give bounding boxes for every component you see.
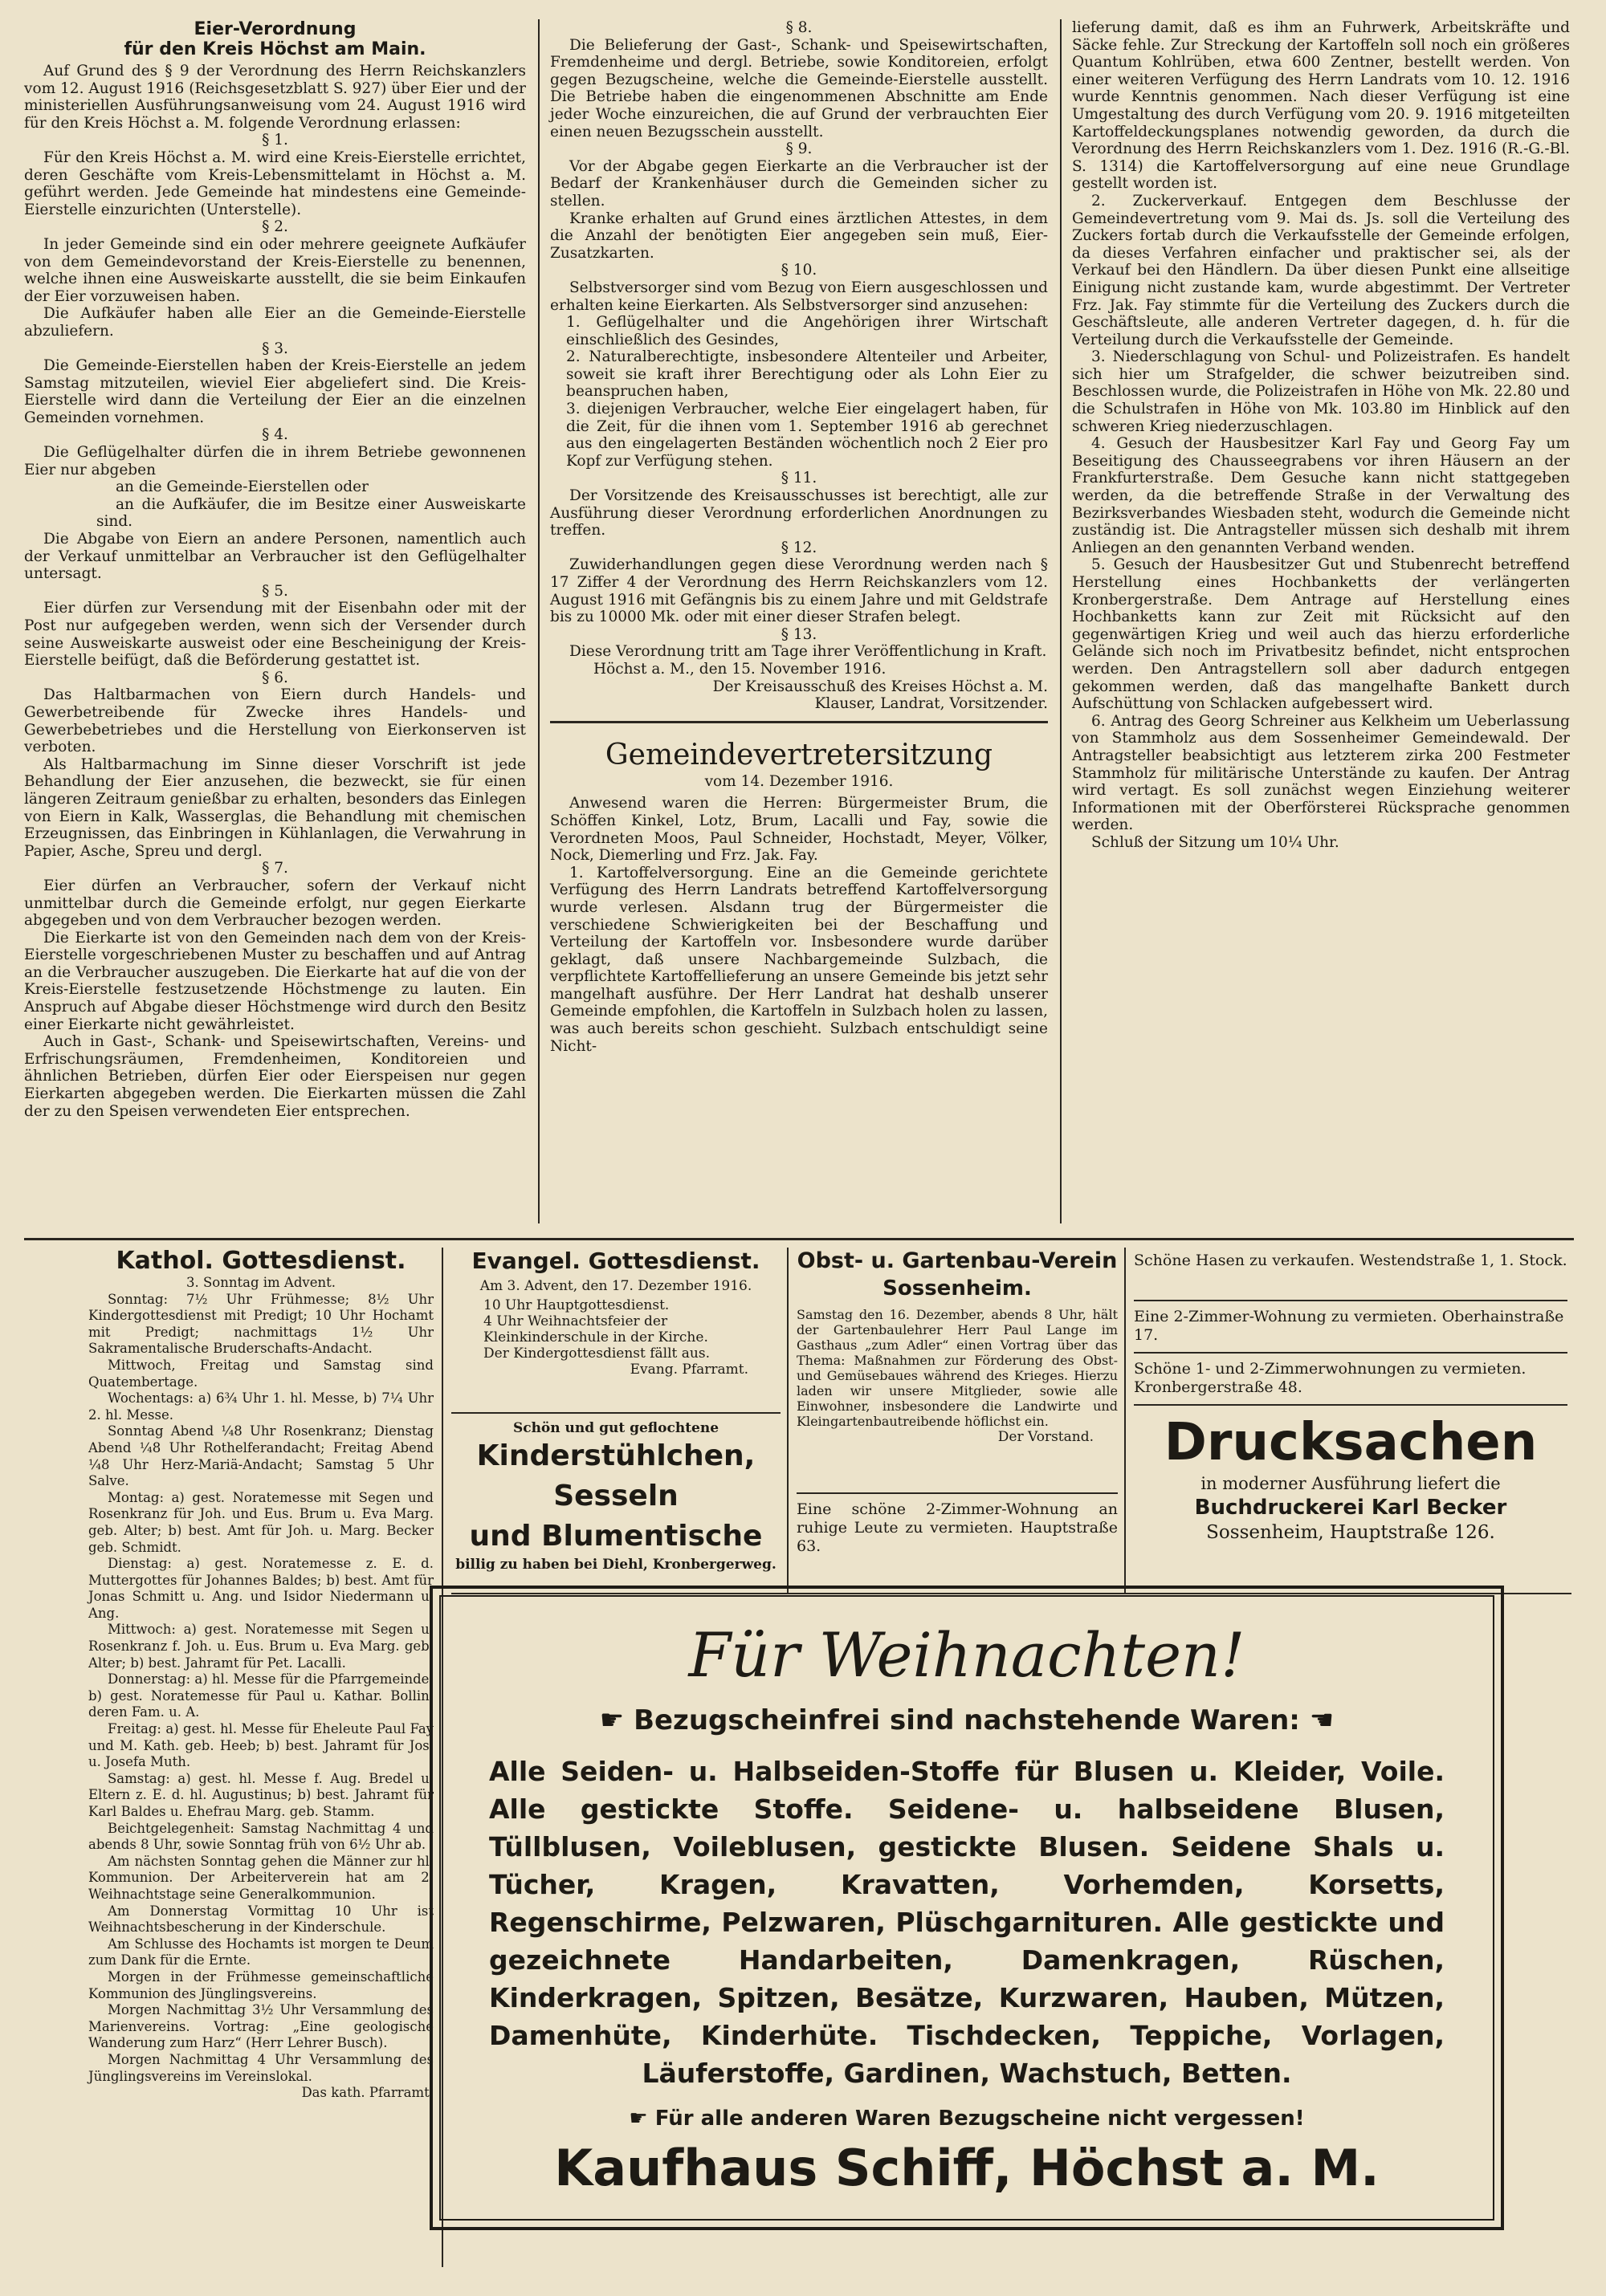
column-divider bbox=[787, 1248, 789, 1593]
paragraph: Selbstversorger sind vom Bezug von Eiern ausgeschlossen und erhalten keine Eierkarten. Als Selbstversorger sind anzusehen: bbox=[550, 279, 1048, 314]
wohnung-ad: Eine 2-Zimmer-Wohnung zu vermieten. Oberhainstraße 17. bbox=[1134, 1308, 1564, 1344]
paragraph: Eier dürfen zur Versendung mit der Eisenbahn oder mit der Post nur aufgegeben werden, wenn sich der Versender durch seine Ausweiskarte ausweist oder eine Bescheinigung der Kreis-Eierstelle beifügt, daß die Beförderung gestattet ist. bbox=[24, 600, 526, 670]
obst-sign: Der Vorstand. bbox=[997, 1429, 1094, 1445]
paragraph: Die Eierkarte ist von den Gemeinden nach dem von der Kreis-Eierstelle vorgeschriebenen Muster zu beschaffen und auf Antrag an die Verbraucher auszugeben. Die Eierkarte hat auf die von der Kreis-Eierstelle festzusetzende Höchstmenge zu lauten. Ein Anspruch auf Abgabe dieser Höchstmenge wird durch den Besitz einer Eierkarte nicht gewährleistet. bbox=[24, 929, 526, 1033]
kinder-line: Kinderstühlchen, Sesseln bbox=[476, 1439, 756, 1512]
signature: Klauser, Landrat, Vorsitzender. bbox=[814, 695, 1048, 713]
kathol-sub: 3. Sonntag im Advent. bbox=[186, 1275, 336, 1290]
pointing-hand-icon: ☛ bbox=[629, 2107, 655, 2131]
paragraph: 2. Zuckerverkauf. Entgegen dem Beschlusse der Gemeindevertretung vom 9. Mai ds. Js. soll die Verteilung des Zuckers fortab durch die Verkaufsstelle der Gemeinde erfolgen, da dieses Verfahren einfacher und praktischer sei, als der Verkauf bei den Händlern. Da über diesen Punkt eine allseitige Einigung nicht zustande kam, wurde abgestimmt. Der Vertreter Frz. Jak. Fay stimmte für die Verteilung des Zuckers durch die Geschäftsleute, alle anderen Vertreter dagegen, d. h. für die Verteilung durch die Verkaufsstelle der Gemeinde. bbox=[1072, 192, 1570, 348]
list-item: an die Aufkäufer, die im Besitze einer Ausweiskarte sind. bbox=[96, 495, 526, 531]
kathol-paragraph: Sonntag Abend ¼8 Uhr Rosenkranz; Dienstag Abend ¼8 Uhr Rothelferandacht; Freitag Abend ¼8 Uhr Herz-Mariä-Andacht; Samstag 5 Uhr Salve. bbox=[88, 1423, 434, 1489]
section-head: § 7. bbox=[262, 860, 288, 877]
kathol-paragraph: Am Schlusse des Hochamts ist morgen te Deum zum Dank für die Ernte. bbox=[88, 1936, 434, 1968]
column-1 bbox=[24, 19, 526, 1120]
kathol-paragraph: Morgen in der Frühmesse gemeinschaftliche Kommunion des Jünglingsvereins. bbox=[88, 1968, 434, 2001]
section-head: § 10. bbox=[781, 262, 817, 279]
evangel-line: 10 Uhr Hauptgottesdienst. bbox=[483, 1297, 670, 1313]
kathol-paragraph: Mittwoch: a) gest. Noratemesse mit Segen u. Rosenkranz f. Joh. u. Eus. Brum u. Eva Marg. geb. Alter; b) best. Jahramt für Pet. Lacalli. bbox=[88, 1622, 434, 1671]
evangel-line: Der Kindergottesdienst fällt aus. bbox=[483, 1345, 710, 1362]
weihnachten-note-row bbox=[441, 2107, 1493, 2131]
paragraph: Vor der Abgabe gegen Eierkarte an die Verbraucher ist der Bedarf der Krankenhäuser durch die Gemeinden sicher zu stellen. bbox=[550, 157, 1048, 210]
box-rule bbox=[797, 1492, 1118, 1494]
place-date: Höchst a. M., den 15. November 1916. bbox=[593, 660, 887, 678]
column-3 bbox=[1072, 19, 1570, 852]
list-item: an die Gemeinde-Eierstellen oder bbox=[116, 478, 369, 496]
kathol-paragraph: Mittwoch, Freitag und Samstag sind Quatembertage. bbox=[88, 1357, 434, 1390]
gv-date: vom 14. Dezember 1916. bbox=[704, 772, 894, 790]
paragraph: Die Aufkäufer haben alle Eier an die Gemeinde-Eierstelle abzuliefern. bbox=[24, 305, 526, 340]
kathol-paragraph: Sonntag: 7½ Uhr Frühmesse; 8½ Uhr Kindergottesdienst mit Predigt; 10 Uhr Hochamt mit Predigt; nachmittags 1½ Uhr Sakramentalische Bruderschafts-Andacht. bbox=[88, 1291, 434, 1357]
weihnachten-sub-row bbox=[441, 1704, 1493, 1736]
weihnachten-ad bbox=[430, 1586, 1504, 2230]
weihnachten-inner bbox=[439, 1595, 1494, 2221]
paragraph: Die Gemeinde-Eierstellen haben der Kreis-Eierstelle an jedem Samstag mitzuteilen, wieviel Eier abgeliefert sind. Die Kreis-Eierstelle wird dann die Verteilung der Eier an die einzelnen Gemeinden vornehmen. bbox=[24, 357, 526, 426]
kathol-sign: Das kath. Pfarramt. bbox=[301, 2085, 434, 2101]
kathol-paragraph: Am nächsten Sonntag gehen die Männer zur hl. Kommunion. Der Arbeiterverein hat am 2. Weihnachtstage seine Generalkommunion. bbox=[88, 1853, 434, 1902]
kathol-paragraph: Morgen Nachmittag 4 Uhr Versammlung des Jünglingsvereins im Vereinslokal. bbox=[88, 2051, 434, 2084]
weihnachten-title: Für Weihnachten! bbox=[688, 1619, 1245, 1691]
kinder-line: und Blumentische bbox=[469, 1520, 763, 1553]
druck-line: in moderner Ausführung liefert die bbox=[1200, 1474, 1501, 1493]
eier-subtitle: für den Kreis Höchst am Main. bbox=[124, 39, 426, 59]
section-head: § 12. bbox=[781, 539, 817, 556]
gv-title: Gemeindevertretersitzung bbox=[605, 738, 993, 771]
paragraph: Diese Verordnung tritt am Tage ihrer Veröffentlichung in Kraft. bbox=[569, 643, 1047, 661]
paragraph: 3. Niederschlagung von Schul- und Polizeistrafen. Es handelt sich hier um Strafgelder, die schwer beizutreiben sind. Beschlossen wurde, die Polizeistrafen in Höhe von Mk. 22.80 und die Schulstrafen in Höhe von Mk. 103.80 im Hinblick auf den schweren Krieg niederzuschlagen. bbox=[1072, 348, 1570, 435]
section-head: § 1. bbox=[262, 132, 288, 149]
paragraph: Die Geflügelhalter dürfen die in ihrem Betriebe gewonnenen Eier nur abgeben bbox=[24, 444, 526, 478]
obst-title: Obst- u. Gartenbau-Verein bbox=[797, 1248, 1118, 1273]
obst-ad bbox=[797, 1248, 1118, 1488]
pointing-hand-icon: ☛ bbox=[599, 1704, 634, 1736]
section-head: § 4. bbox=[262, 426, 288, 444]
evangel-date: Am 3. Advent, den 17. Dezember 1916. bbox=[479, 1278, 752, 1294]
list-item: 1. Geflügelhalter und die Angehörigen ihrer Wirtschaft einschließlich des Gesindes, bbox=[566, 314, 1048, 348]
druck-ad bbox=[1134, 1412, 1567, 1544]
kathol-paragraph: Am Donnerstag Vormittag 10 Uhr ist Weihnachtsbescherung in der Kinderschule. bbox=[88, 1903, 434, 1936]
kathol-paragraph: Beichtgelegenheit: Samstag Nachmittag 4 und abends 8 Uhr, sowie Sonntag früh von 6½ Uhr ab. bbox=[88, 1820, 434, 1853]
kathol-paragraph: Samstag: a) gest. hl. Messe f. Aug. Bredel u. Eltern z. E. d. hl. Augustinus; b) best. Jahramt für Karl Baldes u. Ehefrau Marg. geb. Stamm. bbox=[88, 1770, 434, 1819]
paragraph: Auch in Gast-, Schank- und Speisewirtschaften, Vereins- und Erfrischungsräumen, Fremdenheimen, Konditoreien und ähnlichen Betrieben, dürfen Eier oder Eierspeisen nur gegen Eierkarten abgegeben werden. Die Eierkarten müssen die Zahl der zu den Speisen verwendeten Eier entsprechen. bbox=[24, 1033, 526, 1120]
wohnung-ad: Eine schöne 2-Zimmer-Wohnung an ruhige Leute zu vermieten. Hauptstraße 63. bbox=[797, 1500, 1118, 1555]
kathol-title: Kathol. Gottesdienst. bbox=[116, 1247, 406, 1275]
column-2 bbox=[550, 19, 1048, 1055]
section-head: § 11. bbox=[781, 470, 817, 487]
signature: Der Kreisausschuß des Kreises Höchst a. M. bbox=[712, 678, 1048, 695]
box-rule bbox=[1134, 1352, 1567, 1354]
pointing-hand-icon: ☚ bbox=[1309, 1704, 1335, 1736]
paragraph: Zuwiderhandlungen gegen diese Verordnung werden nach § 17 Ziffer 4 der Verordnung des Herrn Reichskanzlers vom 12. August 1916 mit Gefängnis bis zu einem Jahre und mit Geldstrafe bis zu 10000 Mk. oder mit einer dieser Strafen belegt. bbox=[550, 556, 1048, 626]
kathol-paragraph: Wochentags: a) 6¾ Uhr 1. hl. Messe, b) 7¼ Uhr 2. hl. Messe. bbox=[88, 1390, 434, 1423]
paragraph: Für den Kreis Höchst a. M. wird eine Kreis-Eierstelle errichtet, deren Geschäfte vom Kreis-Lebensmittelamt in Höchst a. M. geführt werden. Jede Gemeinde hat mindestens eine Gemeinde-Eierstelle einzurichten (Unterstelle). bbox=[24, 149, 526, 218]
paragraph: Eier dürfen an Verbraucher, sofern der Verkauf nicht unmittelbar durch die Gemeinde erfolgt, nur gegen Eierkarte abgegeben und von dem Verbraucher bezogen werden. bbox=[24, 877, 526, 930]
paragraph: 5. Gesuch der Hausbesitzer Gut und Stubenrecht betreffend Herstellung eines Hochbanketts der verlängerten Kronbergerstraße. Dem Antrage auf Herstellung eines Hochbanketts kann zur Zeit mit Rücksicht auf den gegenwärtigen Krieg und weil auch das hierzu erforderliche Gelände sich noch im Privatbesitz befindet, nicht entsprochen werden. Den Antragstellern soll aber dadurch entgegen gekommen werden, daß das mangelhafte Bankett durch Aufschüttung von Schlacken aufgebessert wird. bbox=[1072, 556, 1570, 713]
evangel-sign: Evang. Pfarramt. bbox=[630, 1362, 748, 1378]
paragraph: Auf Grund des § 9 der Verordnung des Herrn Reichskanzlers vom 12. August 1916 (Reichsgesetzblatt S. 927) über Eier und der ministeriellen Ausführungsanweisung vom 24. August 1916 wird für den Kreis Höchst a. M. folgende Verordnung erlassen: bbox=[24, 63, 526, 132]
kinder-top: Schön und gut geflochtene bbox=[512, 1420, 719, 1436]
weihnachten-sub: Bezugscheinfrei sind nachstehende Waren: bbox=[634, 1704, 1300, 1736]
weihnachten-body: Alle Seiden- u. Halbseiden-Stoffe für Blusen u. Kleider, Voile. Alle gestickte Stoffe. Seidene- u. halbseidene Blusen, Tüllblusen, Voileblusen, gestickte Blusen. Seidene Shals u. Tücher, Kragen, Kravatten, Vorhemden, Korsetts, Regenschirme, Pelzwaren, Plüschgarnituren. Alle gestickte und gezeichnete Handarbeiten, Damenkragen, Rüschen, Kinderkragen, Spitzen, Besätze, Kurzwaren, Hauben, Mützen, Damenhüte, Kinderhüte. Tischdecken, Teppiche, Vorlagen, Läuferstoffe, Gardinen, Wachstuch, Betten. bbox=[489, 1756, 1445, 2089]
evangel-title: Evangel. Gottesdienst. bbox=[471, 1248, 760, 1274]
druck-title: Drucksachen bbox=[1164, 1413, 1538, 1472]
kinder-bottom: billig zu haben bei Diehl, Kronbergerweg. bbox=[455, 1557, 777, 1573]
kathol-paragraph: Freitag: a) gest. hl. Messe für Eheleute Paul Fay und M. Kath. geb. Heeb; b) best. Jahramt für Jos. u. Josefa Muth. bbox=[88, 1721, 434, 1770]
paragraph: 1. Kartoffelversorgung. Eine an die Gemeinde gerichtete Verfügung des Herrn Landrats betreffend Kartoffelversorgung wurde verlesen. Alsdann trug der Bürgermeister die verschiedene Schwierigkeiten bei der Beschaffung und Verteilung der Kartoffeln vor. Insbesondere wurde darüber geklagt, daß unsere Nachbargemeinde Sulzbach, die verpflichtete Kartoffellieferung an unsere Gemeinde bis jetzt sehr mangelhaft ausführe. Der Herr Landrat hat deshalb unserer Gemeinde empfohlen, die Kartoffeln in Sulzbach holen zu lassen, was auch bereits schon geschieht. Sulzbach entschuldigt seine Nicht- bbox=[550, 864, 1048, 1055]
section-head: § 5. bbox=[262, 582, 288, 600]
kathol-paragraph: Donnerstag: a) hl. Messe für die Pfarrgemeinde; b) gest. Noratemesse für Paul u. Kathar. Bollin, deren Fam. u. A. bbox=[88, 1671, 434, 1720]
kathol-paragraph: Morgen Nachmittag 3½ Uhr Versammlung des Marienvereins. Vortrag: „Eine geologische Wanderung zum Harz“ (Herr Lehrer Busch). bbox=[88, 2002, 434, 2051]
section-rule bbox=[24, 1238, 1574, 1240]
section-head: § 8. bbox=[785, 19, 813, 36]
column-divider bbox=[538, 19, 540, 1223]
evangel-line: 4 Uhr Weihnachtsfeier der Kleinkinderschule in der Kirche. bbox=[483, 1313, 708, 1345]
druck-line: Sossenheim, Hauptstraße 126. bbox=[1206, 1522, 1495, 1543]
kathol-paragraph: Dienstag: a) gest. Noratemesse z. E. d. Muttergottes für Johannes Baldes; b) best. Amt für Jonas Schmitt u. Ang. und Isidor Niedermann u. Ang. bbox=[88, 1556, 434, 1621]
paragraph: In jeder Gemeinde sind ein oder mehrere geeignete Aufkäufer von dem Gemeindevorstand der Kreis-Eierstelle zu benennen, welche ihnen eine Ausweiskarte ausstellt, die sie beim Einkaufen der Eier vorzuweisen haben. bbox=[24, 235, 526, 305]
box-rule bbox=[1134, 1404, 1567, 1406]
section-head: § 6. bbox=[262, 669, 288, 686]
obst-sub: Sossenheim. bbox=[882, 1276, 1032, 1301]
kathol-column bbox=[88, 1248, 434, 2102]
column-divider bbox=[1124, 1248, 1126, 1593]
section-head: § 13. bbox=[781, 625, 817, 643]
weihnachten-note: Für alle anderen Waren Bezugscheine nicht vergessen! bbox=[654, 2107, 1305, 2131]
box-rule bbox=[1134, 1300, 1567, 1301]
evangel-box bbox=[451, 1248, 781, 1408]
closing: Schluß der Sitzung um 10¼ Uhr. bbox=[1091, 833, 1339, 851]
paragraph: Kranke erhalten auf Grund eines ärztlichen Attestes, in dem die Anzahl der benötigten Eier angegeben sein muß, Eier-Zusatzkarten. bbox=[550, 210, 1048, 262]
paragraph: lieferung damit, daß es ihm an Fuhrwerk, Arbeitskräfte und Säcke fehle. Zur Streckung der Kartoffeln soll noch ein größeres Quantum Kohlrüben, etwa 600 Zentner, bestellt werden. Von einer weiteren Verfügung des Herrn Landrats vom 10. 12. 1916 wurde Kenntnis genommen. Nach dieser Verfügung ist eine Umgestaltung des durch Verfügung vom 20. 9. 1916 mitgeteilten Kartoffeldeckungsplanes notwendig geworden, da durch die Verordnung des Herrn Reichskanzlers vom 1. Dez. 1916 (R.-G.-Bl. S. 1314) die Kartoffelversorgung auf eine neue Grundlage gestellt worden ist. bbox=[1072, 19, 1570, 193]
paragraph: Die Abgabe von Eiern an andere Personen, namentlich auch der Verkauf unmittelbar an Verbraucher ist den Geflügelhalter untersagt. bbox=[24, 531, 526, 583]
wohnung-ad: Schöne 1- und 2-Zimmerwohnungen zu vermieten. Kronbergerstraße 48. bbox=[1134, 1360, 1527, 1396]
obst-body: Samstag den 16. Dezember, abends 8 Uhr, hält der Gartenbaulehrer Herr Paul Lange im Gasthaus „zum Adler“ einen Vortrag über das Thema: Maßnahmen zur Förderung des Obst- und Gemüsebaues während des Krieges. Hierzu laden wir unsere Mitglieder, sowie alle Einwohner, insbesondere die Landwirte und Kleingartenbautreibende höflichst ein. bbox=[797, 1307, 1118, 1429]
druck-line: Buchdruckerei Karl Becker bbox=[1194, 1496, 1507, 1520]
eier-title: Eier-Verordnung bbox=[194, 19, 357, 39]
paragraph: Das Haltbarmachen von Eiern durch Handels- und Gewerbetreibende für Zwecke ihres Handels- und Gewerbebetriebes und die Herstellung von Eierkonserven ist verboten. bbox=[24, 686, 526, 756]
section-head: § 2. bbox=[262, 218, 288, 236]
kathol-paragraph: Montag: a) gest. Noratemesse mit Segen und Rosenkranz für Joh. und Eus. Brum u. Eva Marg. geb. Alter; b) best. Amt für Joh. u. Marg. Becker geb. Schmidt. bbox=[88, 1489, 434, 1555]
paragraph: Anwesend waren die Herren: Bürgermeister Brum, die Schöffen Kinkel, Lotz, Brum, Lacalli und Fay, sowie die Verordneten Moos, Paul Schneider, Hochstadt, Meyer, Völker, Nock, Diemerling und Frz. Jak. Fay. bbox=[550, 795, 1048, 865]
list-item: 2. Naturalberechtigte, insbesondere Altenteiler und Arbeiter, soweit sie kraft ihrer Berechtigung oder als Lohn Eier zu beanspruchen haben, bbox=[566, 348, 1048, 401]
box-rule bbox=[451, 1412, 781, 1414]
hasen-ad: Schöne Hasen zu verkaufen. Westendstraße 1, 1. Stock. bbox=[1134, 1252, 1567, 1269]
paragraph: Der Vorsitzende des Kreisausschusses ist berechtigt, alle zur Ausführung dieser Verordnung erforderlichen Anordnungen zu treffen. bbox=[550, 487, 1048, 539]
column-divider bbox=[1060, 19, 1062, 1223]
paragraph: Die Belieferung der Gast-, Schank- und Speisewirtschaften, Fremdenheime und dergl. Betriebe, sowie Konditoreien, erfolgt gegen Bezugscheine, welche die Gemeinde-Eierstelle ausstellt. Die Betriebe haben die eingenommenen Abschnitte am Ende jeder Woche einzureichen, die auf Grund der verbrauchten Eier einen neuen Bezugsschein ausstellt. bbox=[550, 36, 1048, 140]
list-item: 3. diejenigen Verbraucher, welche Eier eingelagert haben, für die Zeit, für die ihnen vom 1. September 1916 ab gerechnet aus den eingelagerten Beständen wöchentlich noch 2 Eier pro Kopf zur Verfügung stehen. bbox=[566, 401, 1048, 470]
paragraph: 4. Gesuch der Hausbesitzer Karl Fay und Georg Fay um Beseitigung des Chausseegrabens vor ihren Häusern an der Frankfurterstraße. Dem Gesuche kann nicht stattgegeben werden, da die betreffende Straße in der Verwaltung des Bezirksverbandes Wiesbaden steht, wodurch die Gemeinde nicht zuständig ist. Die Antragsteller müssen sich deshalb mit ihrem Anliegen an den genannten Verband wenden. bbox=[1072, 435, 1570, 556]
paragraph: 6. Antrag des Georg Schreiner aus Kelkheim um Ueberlassung von Stammholz aus dem Sossenheimer Gemeindewald. Der Antragsteller beabsichtigt aus letzterem zirka 200 Festmeter Stammholz für militärische Unterstände zu kaufen. Der Antrag wird vertagt. Es soll zunächst wegen Einziehung weiterer Informationen mit der Oberförsterei Rücksprache genommen werden. bbox=[1072, 712, 1570, 834]
section-head: § 3. bbox=[262, 340, 288, 357]
kinder-ad bbox=[451, 1420, 781, 1585]
section-head: § 9. bbox=[785, 140, 813, 158]
kathol-body bbox=[88, 1292, 434, 2086]
weihnachten-firm: Kaufhaus Schiff, Höchst a. M. bbox=[554, 2139, 1380, 2197]
paragraph: Als Haltbarmachung im Sinne dieser Vorschrift ist jede Behandlung der Eier anzusehen, die bezweckt, sie für einen längeren Zeitraum genießbar zu erhalten, besonders das Einlegen von Eiern in Kalk, Wasserglas, die Behandlung mit chemischen Erzeugnissen, das Einbringen in Kühlanlagen, die Verwahrung in Papier, Asche, Spreu und dergl. bbox=[24, 755, 526, 860]
rule bbox=[550, 721, 1048, 723]
